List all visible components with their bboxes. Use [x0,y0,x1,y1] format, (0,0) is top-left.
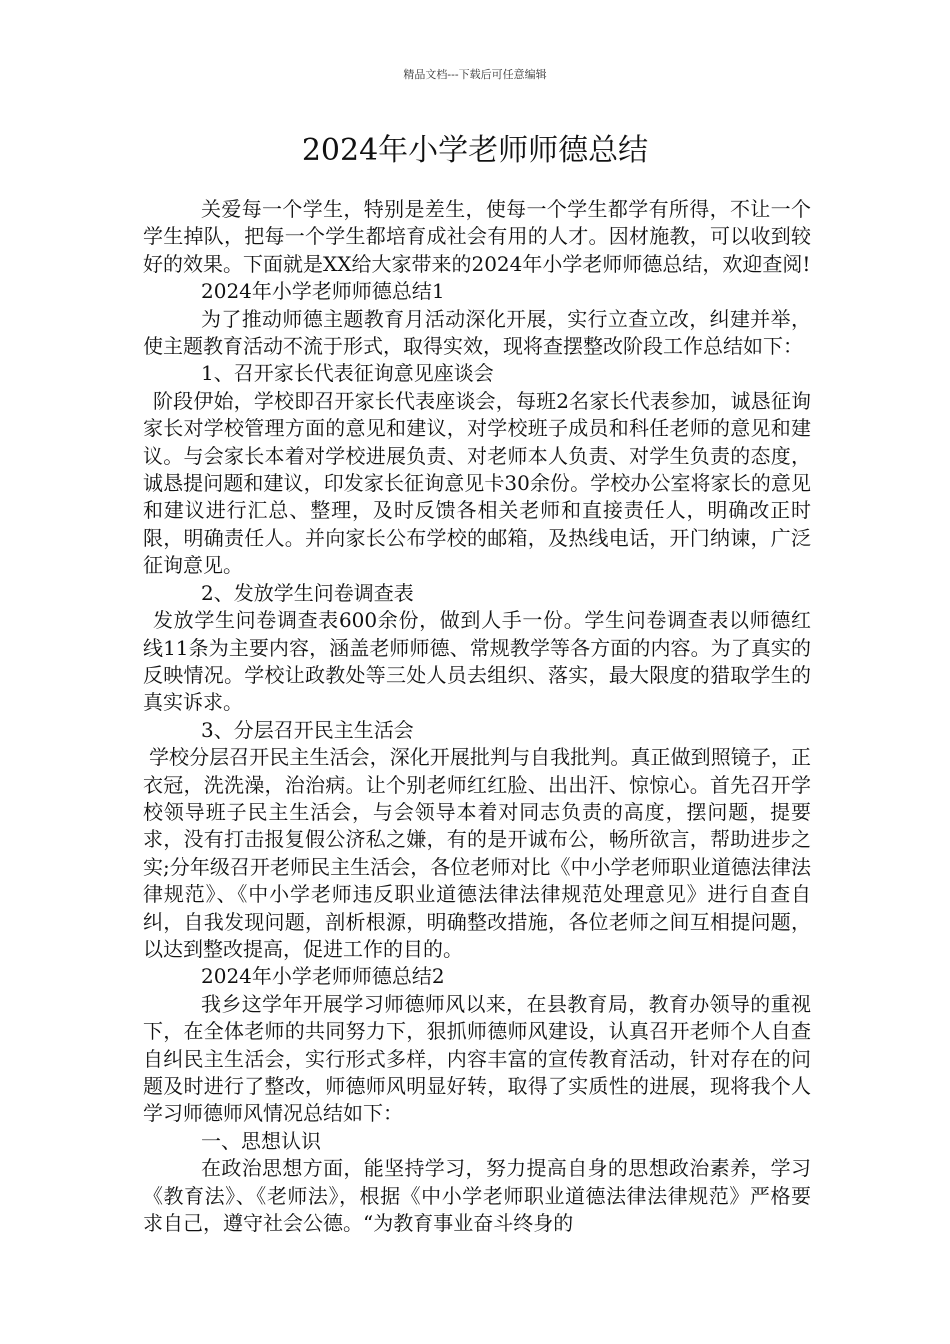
subheading: 1、召开家长代表征询意见座谈会 [201,361,494,386]
section-heading-2: 2024年小学老师师德总结2 [201,964,445,989]
body-paragraph: 为了推动师德主题教育月活动深化开展，实行立查立改，纠建并举，使主题教育活动不流于形式，取得实效，现将查摆整改阶段工作总结如下： [143,306,811,359]
intro-paragraph: 关爱每一个学生，特别是差生，使每一个学生都学有所得，不让一个学生掉队，把每一个学生都培育成社会有用的人才。因材施教，可以收到较好的效果。下面就是XX给大家带来的2024年小学老师师德总结，欢迎查阅! [143,197,811,276]
body-paragraph: 发放学生问卷调查表600余份，做到人手一份。学生问卷调查表以师德红线11条为主要内容，涵盖老师师德、常规教学等各方面的内容。为了真实的反映情况。学校让政教处等三处人员去组织、落实，最大限度的猎取学生的真实诉求。 [143,608,811,715]
body-paragraph: 学校分层召开民主生活会，深化开展批判与自我批判。真正做到照镜子，正衣冠，洗洗澡，治治病。让个别老师红红脸、出出汗、惊惊心。首先召开学校领导班子民主生活会，与会领导本着对同志负责的高度，摆问题，提要求，没有打击报复假公济私之嫌，有的是开诚布公，畅所欲言，帮助进步之实;分年级召开老师民主生活会，各位老师对比《中小学老师职业道德法律法律规范》、《中小学老师违反职业道德法律法律规范处理意见》进行自查自纠，自我发现问题，剖析根源，明确整改措施，各位老师之间互相提问题，以达到整改提高，促进工作的目的。 [143,745,811,961]
subheading: 一、思想认识 [201,1128,321,1153]
body-paragraph: 阶段伊始，学校即召开家长代表座谈会，每班2名家长代表参加，诚恳征询家长对学校管理方面的意见和建议，对学校班子成员和科任老师的意见和建议。与会家长本着对学校进展负责、对老师本人负责、对学生负责的态度，诚恳提问题和建议，印发家长征询意见卡30余份。学校办公室将家长的意见和建议进行汇总、整理，及时反馈各相关老师和直接责任人，明确改正时限，明确责任人。并向家长公布学校的邮箱，及热线电话，开门纳谏，广泛征询意见。 [143,388,811,578]
document-title: 2024年小学老师师德总结 [301,133,649,168]
subheading: 3、分层召开民主生活会 [201,717,414,742]
body-paragraph: 我乡这学年开展学习师德师风以来，在县教育局，教育办领导的重视下，在全体老师的共同努力下，狠抓师德师风建设，认真召开老师个人自查自纠民主生活会，实行形式多样，内容丰富的宣传教育活动，针对存在的问题及时进行了整改，师德师风明显好转，取得了实质性的进展，现将我个人学习师德师风情况总结如下： [143,991,811,1126]
subheading: 2、发放学生问卷调查表 [201,580,414,605]
page-header: 精品文档---下载后可任意编辑 [403,68,547,81]
document-body [143,196,811,1237]
section-heading-1: 2024年小学老师师德总结1 [201,279,445,304]
body-paragraph: 在政治思想方面，能坚持学习，努力提高自身的思想政治素养，学习《教育法》、《老师法》，根据《中小学老师职业道德法律法律规范》严格要求自己，遵守社会公德。“为教育事业奋斗终身的 [143,1156,811,1236]
